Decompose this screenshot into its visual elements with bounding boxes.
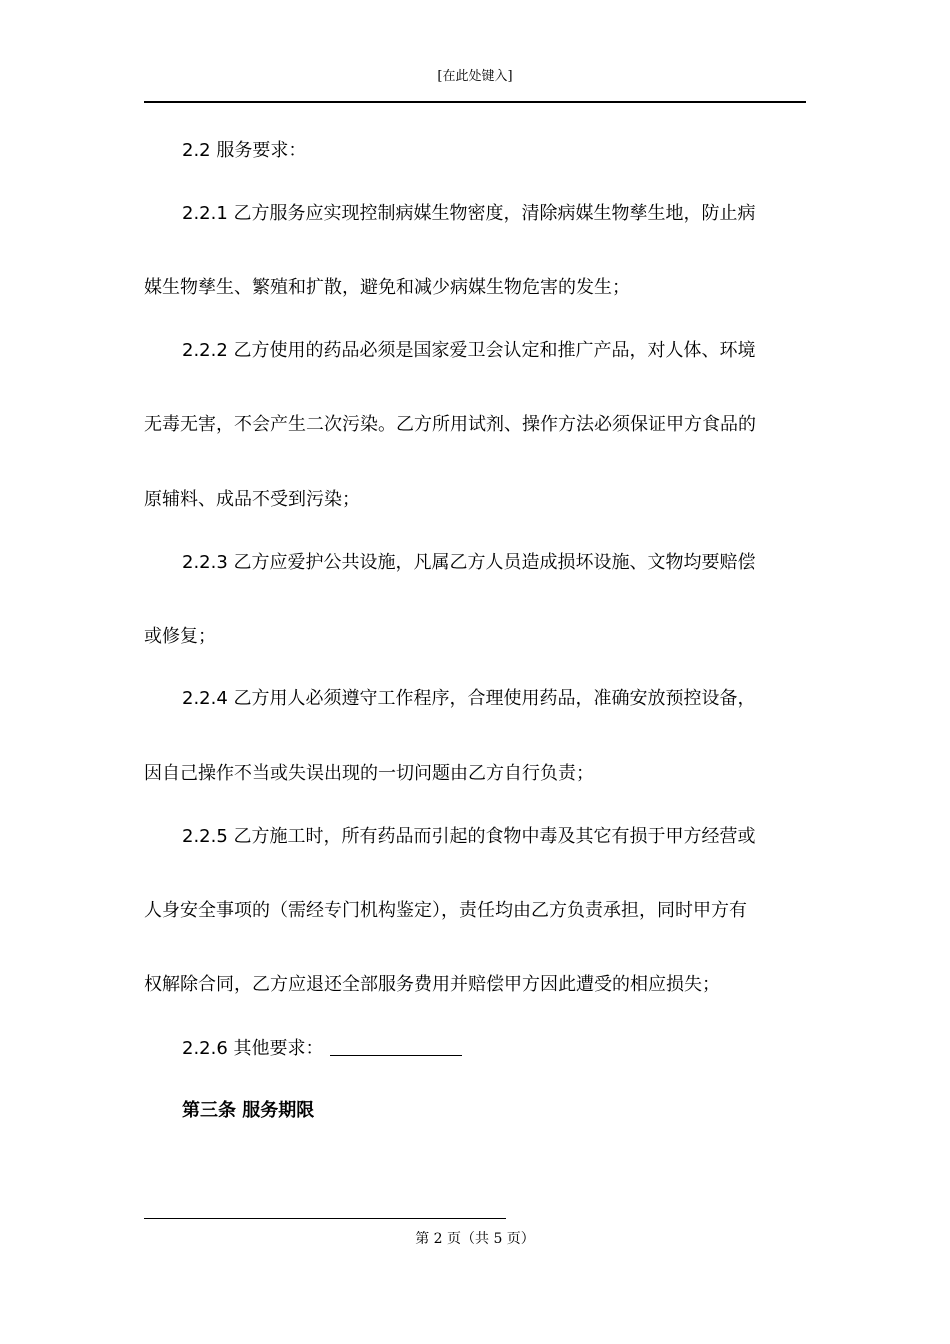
paragraph-2-2-3-line-1: 2.2.3 乙方应爱护公共设施，凡属乙方人员造成损坏设施、文物均要赔偿 bbox=[182, 552, 756, 573]
paragraph-2-2-1-line-1: 2.2.1 乙方服务应实现控制病媒生物密度，清除病媒生物孳生地，防止病 bbox=[182, 203, 756, 224]
footer-divider bbox=[144, 1218, 506, 1219]
paragraph-2-2-4-line-1: 2.2.4 乙方用人必须遵守工作程序，合理使用药品，准确安放预控设备， bbox=[182, 688, 756, 709]
paragraph-2-2-5-line-2: 人身安全事项的（需经专门机构鉴定），责任均由乙方负责承担，同时甲方有 bbox=[144, 900, 747, 921]
paragraph-2-2-4-line-2: 因自己操作不当或失误出现的一切问题由乙方自行负责； bbox=[144, 763, 594, 784]
paragraph-2-2-5-line-1: 2.2.5 乙方施工时，所有药品而引起的食物中毒及其它有损于甲方经营或 bbox=[182, 826, 756, 847]
section-heading-2-2: 2.2 服务要求： bbox=[182, 140, 307, 161]
paragraph-2-2-3-line-2: 或修复； bbox=[144, 626, 216, 647]
paragraph-2-2-1-line-2: 媒生物孳生、繁殖和扩散，避免和减少病媒生物危害的发生； bbox=[144, 277, 630, 298]
paragraph-2-2-2-line-2: 无毒无害，不会产生二次污染。乙方所用试剂、操作方法必须保证甲方食品的 bbox=[144, 414, 756, 435]
page-number: 第 2 页（共 5 页） bbox=[415, 1231, 535, 1247]
article-3-heading: 第三条 服务期限 bbox=[182, 1100, 315, 1121]
paragraph-2-2-5-line-3: 权解除合同，乙方应退还全部服务费用并赔偿甲方因此遭受的相应损失； bbox=[144, 974, 720, 995]
other-requirements-label: 2.2.6 其他要求： bbox=[182, 1038, 324, 1059]
fill-in-blank-line bbox=[330, 1037, 462, 1056]
paragraph-2-2-2-line-3: 原辅料、成品不受到污染； bbox=[144, 489, 360, 510]
header-divider bbox=[144, 101, 806, 103]
paragraph-2-2-6 bbox=[182, 1036, 806, 1062]
paragraph-2-2-2-line-1: 2.2.2 乙方使用的药品必须是国家爱卫会认定和推广产品，对人体、环境 bbox=[182, 340, 756, 361]
header-placeholder-text: [在此处键入] bbox=[437, 69, 513, 84]
